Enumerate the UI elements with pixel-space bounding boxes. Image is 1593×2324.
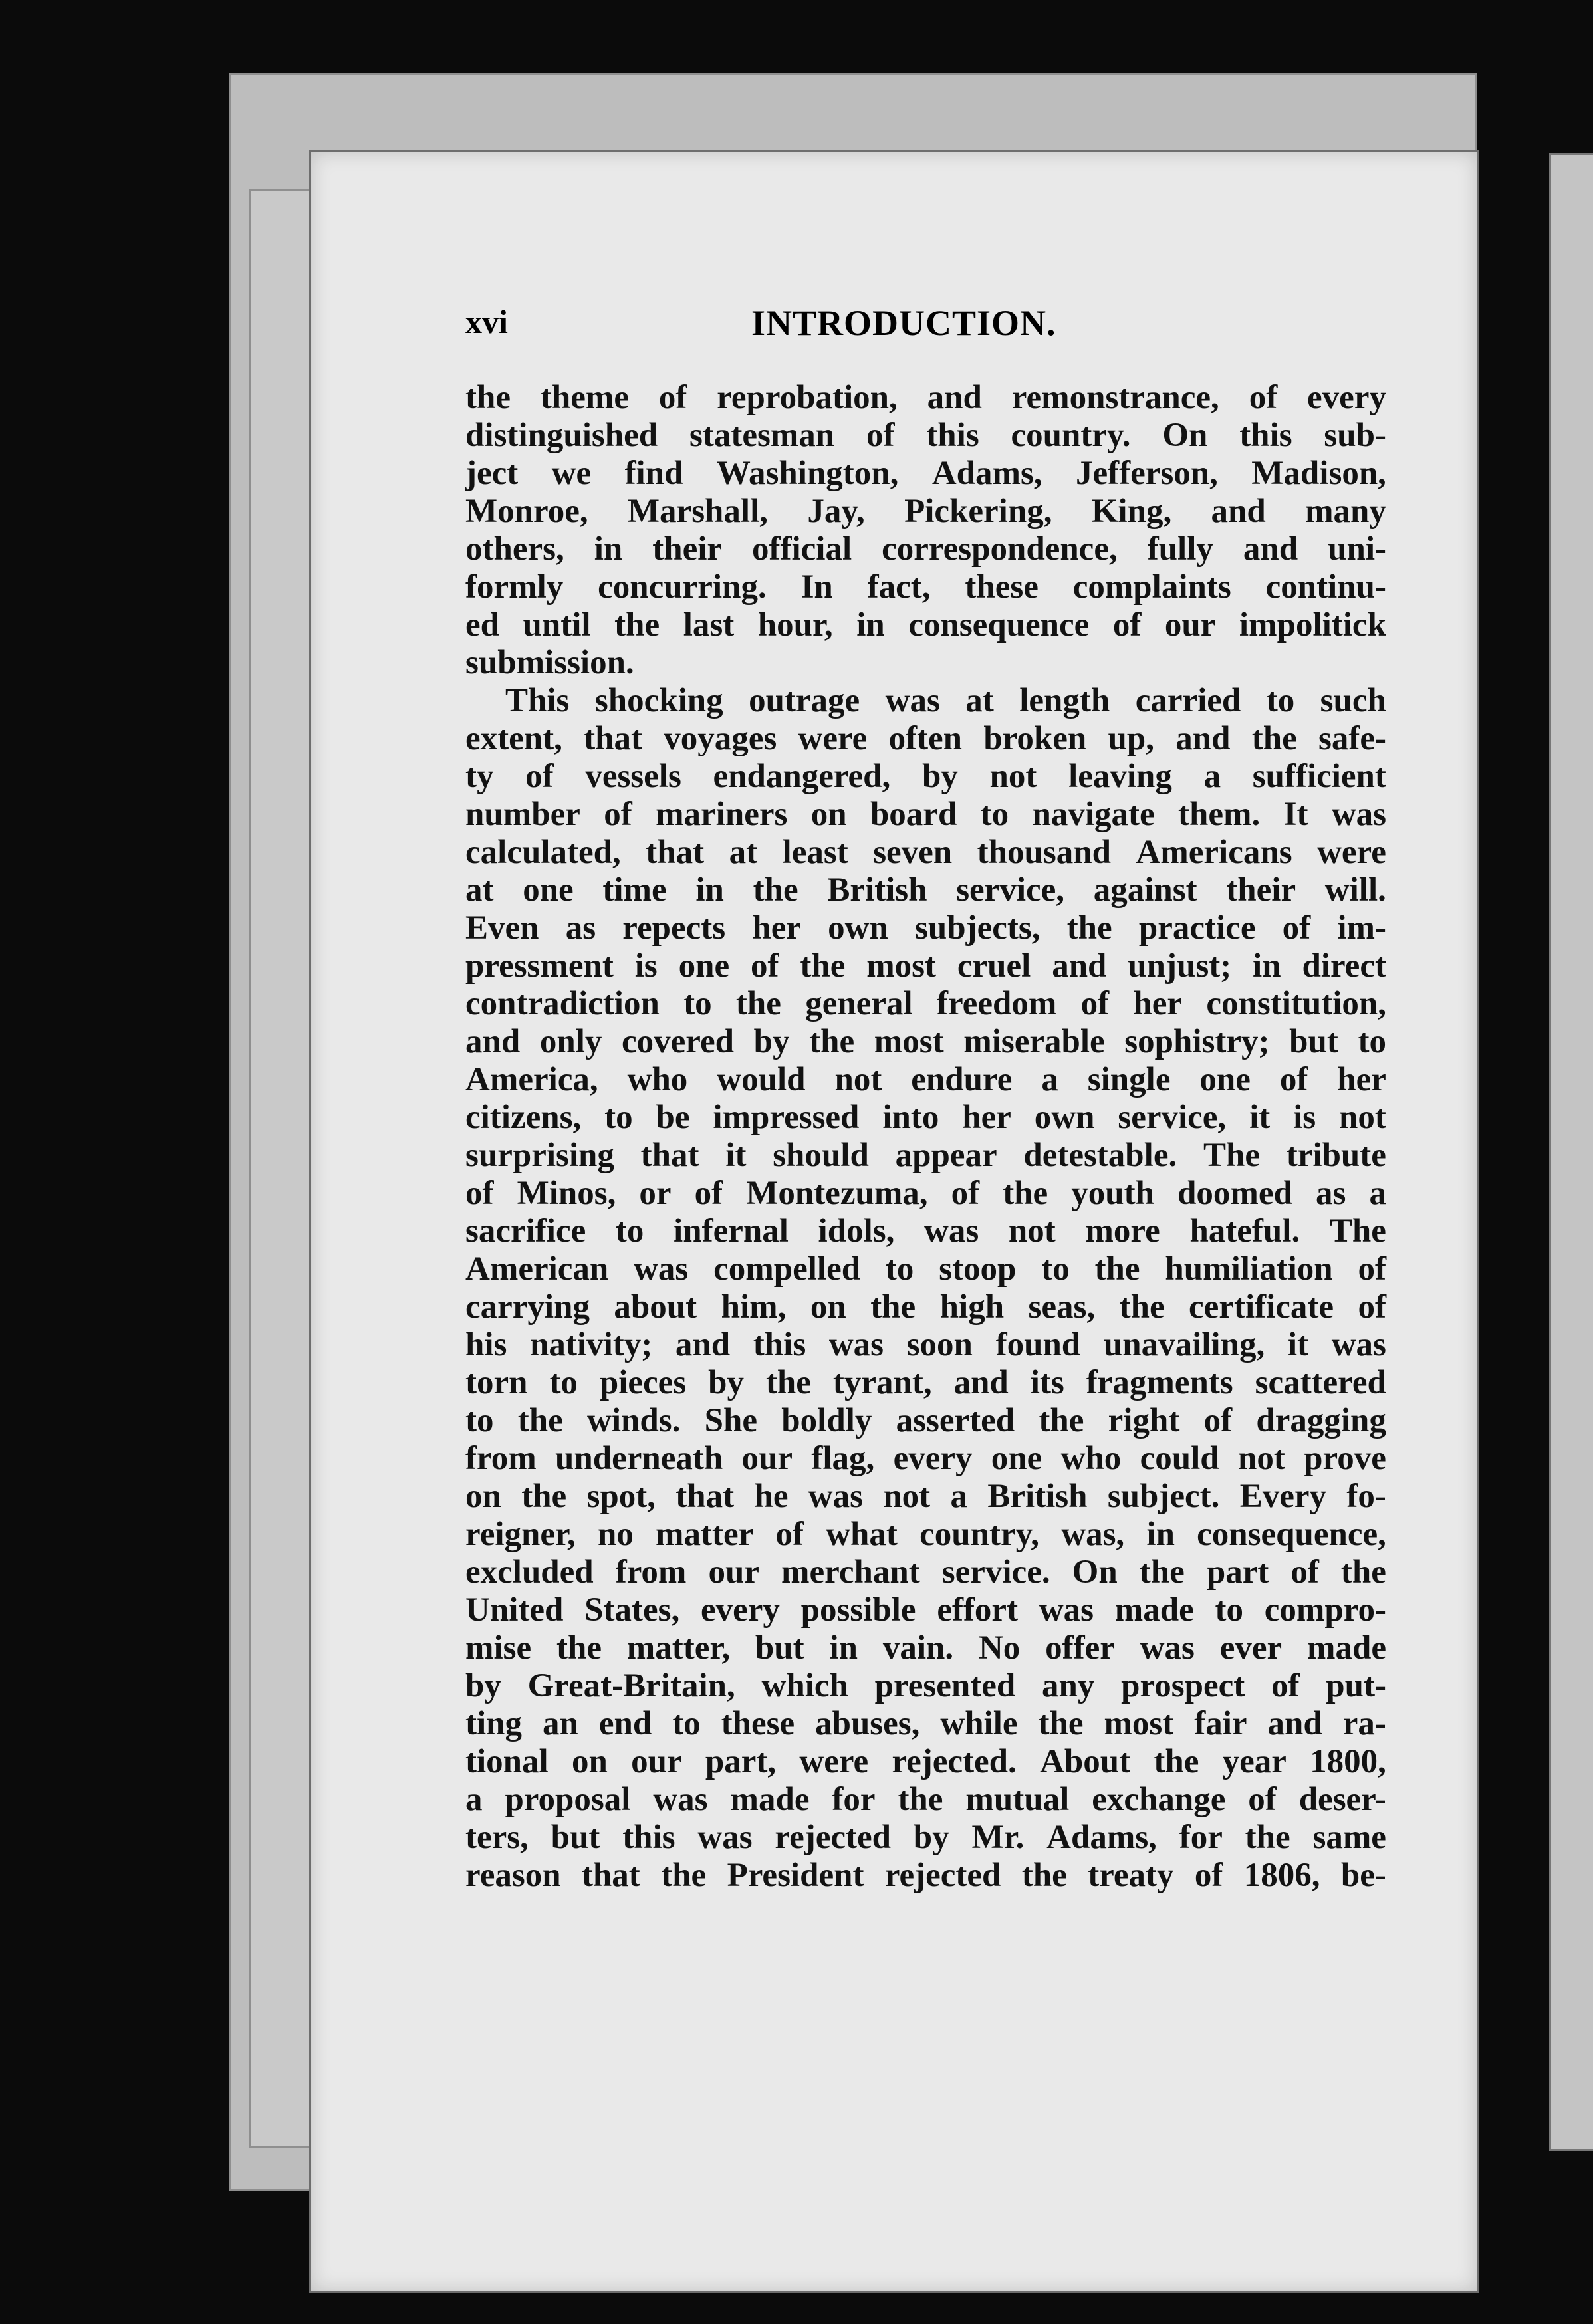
body-text [465,379,1386,1895]
text-line: to the winds. She boldly asserted the right of dragging [465,1402,1386,1439]
facing-page-edge [1549,153,1593,2151]
text-line: America, who would not endure a single one of her [465,1061,1386,1098]
text-line: carrying about him, on the high seas, the certificate of [465,1288,1386,1326]
text-line: extent, that voyages were often broken up, and the safe- [465,720,1386,757]
text-line: on the spot, that he was not a British subject. Every fo- [465,1478,1386,1515]
text-line: number of mariners on board to navigate them. It was [465,796,1386,833]
text-line: United States, every possible effort was made to compro- [465,1591,1386,1629]
text-line: tional on our part, were rejected. About the year 1800, [465,1743,1386,1780]
page-number: xvi [465,303,508,340]
text-line: Even as repects her own subjects, the practice of im- [465,909,1386,947]
text-line: ting an end to these abuses, while the most fair and ra- [465,1705,1386,1742]
text-line: at one time in the British service, against their will. [465,872,1386,909]
text-line: distinguished statesman of this country. On this sub- [465,417,1386,454]
running-head: INTRODUCTION. [751,303,1056,343]
text-line: his nativity; and this was soon found unavailing, it was [465,1326,1386,1363]
text-line: citizens, to be impressed into her own service, it is not [465,1099,1386,1136]
text-line: by Great-Britain, which presented any prospect of put- [465,1667,1386,1704]
text-line: ty of vessels endangered, by not leaving a sufficient [465,758,1386,795]
text-line: others, in their official correspondence, fully and uni- [465,530,1386,568]
text-line: from underneath our flag, every one who could not prove [465,1440,1386,1477]
text-line: contradiction to the general freedom of her constitution, [465,985,1386,1022]
text-line: formly concurring. In fact, these complaints continu- [465,568,1386,606]
text-line: reigner, no matter of what country, was, in consequence, [465,1516,1386,1553]
text-line: the theme of reprobation, and remonstrance, of every [465,379,1386,416]
text-line: submission. [465,644,634,681]
text-line: Monroe, Marshall, Jay, Pickering, King, and many [465,493,1386,530]
text-line: surprising that it should appear detestable. The tribute [465,1137,1386,1174]
text-line: torn to pieces by the tyrant, and its fragments scattered [465,1364,1386,1401]
text-line: a proposal was made for the mutual exchange of deser- [465,1781,1386,1818]
text-line: sacrifice to infernal idols, was not more hateful. The [465,1213,1386,1250]
text-line: of Minos, or of Montezuma, of the youth doomed as a [465,1175,1386,1212]
text-line: ject we find Washington, Adams, Jefferson, Madison, [465,455,1386,492]
text-line: ters, but this was rejected by Mr. Adams, for the same [465,1819,1386,1856]
text-line: calculated, that at least seven thousand Americans were [465,834,1386,871]
text-line: and only covered by the most miserable sophistry; but to [465,1023,1386,1060]
text-line: mise the matter, but in vain. No offer was ever made [465,1629,1386,1667]
text-line: reason that the President rejected the treaty of 1806, be- [465,1857,1386,1894]
text-line: American was compelled to stoop to the humiliation of [465,1250,1386,1288]
text-line: excluded from our merchant service. On the part of the [465,1554,1386,1591]
text-line: ed until the last hour, in consequence of our impolitick [465,606,1386,643]
text-line: pressment is one of the most cruel and unjust; in direct [465,947,1386,985]
text-line: This shocking outrage was at length carried to such [505,682,1386,719]
